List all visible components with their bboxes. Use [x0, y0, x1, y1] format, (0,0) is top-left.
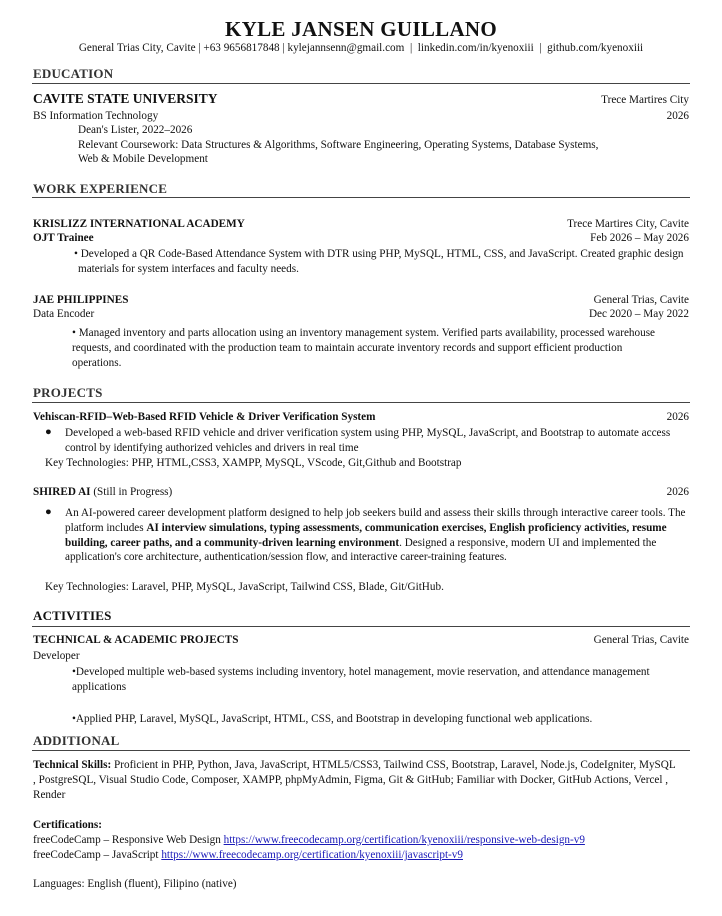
project-description-highlight: AI interview simulations, typing assessments, communication exercises, English proficiency activities, resume building, career paths, and a community-driven learning environment: [65, 521, 667, 549]
contact-separator: |: [279, 42, 288, 54]
contact-email[interactable]: kylejannsenn@gmail.com: [287, 42, 405, 54]
activity-role: Developer: [33, 650, 80, 662]
project-description: [65, 506, 691, 565]
activity-title: TECHNICAL & ACADEMIC PROJECTS: [33, 634, 239, 646]
degree: BS Information Technology: [33, 110, 159, 122]
languages: Languages: English (fluent), Filipino (native): [33, 878, 237, 890]
job-bullet: • Developed a QR Code-Based Attendance System with DTR using PHP, MySQL, HTML, CSS, and JavaScript. Created graphic design materials for system interfaces and faculty needs.: [74, 248, 684, 275]
project-title: Vehiscan-RFID–Web-Based RFID Vehicle & Driver Verification System: [33, 411, 376, 423]
skills-label: Technical Skills:: [33, 759, 112, 771]
coursework-line-2: Web & Mobile Development: [78, 153, 208, 165]
job-location: Trece Martires City, Cavite: [567, 218, 689, 230]
project-title: SHIRED AI: [33, 486, 91, 498]
section-heading-projects: PROJECTS: [33, 385, 103, 400]
contact-separator: |: [404, 42, 418, 54]
contact-linkedin[interactable]: linkedin.com/in/kyenoxiii: [417, 42, 534, 54]
job-role: OJT Trainee: [33, 232, 94, 244]
activity-bullet: •Developed multiple web-based systems including inventory, hotel management, movie reservation, and attendance management applications: [72, 666, 650, 693]
section-divider: [32, 197, 690, 198]
contact-github[interactable]: github.com/kyenoxiii: [547, 42, 644, 54]
resume-name: KYLE JANSEN GUILLANO: [224, 17, 498, 41]
job-role: Data Encoder: [33, 308, 95, 320]
section-divider: [32, 402, 690, 403]
project-status: (Still in Progress): [90, 486, 173, 498]
project-year: 2026: [666, 411, 689, 423]
job-location: General Trias, Cavite: [593, 294, 689, 306]
bullet-dot-icon: ●: [45, 506, 52, 518]
school-location: Trece Martires City: [601, 94, 689, 106]
contact-separator: |: [533, 42, 548, 54]
project-description-text: . Designed a responsive, modern UI and implemented the application's core architecture, authentication/session flow, and interactive career-training features.: [65, 536, 657, 564]
activity-location: General Trias, Cavite: [593, 634, 689, 646]
contact-separator: |: [195, 42, 204, 54]
certification-item: [33, 833, 585, 847]
technical-skills: [33, 758, 677, 802]
section-heading-activities: ACTIVITIES: [33, 608, 112, 623]
project-title-line: [33, 485, 172, 499]
school-name: CAVITE STATE UNIVERSITY: [33, 91, 218, 106]
project-description: Developed a web-based RFID vehicle and driver verification system using PHP, MySQL, JavaScript, and Bootstrap to automate access control by identifying authorized vehicles and drivers in real time: [65, 427, 671, 454]
contact-line: [0, 41, 722, 55]
bullet-dot-icon: ●: [45, 426, 52, 438]
certification-name: freeCodeCamp – Responsive Web Design: [33, 834, 224, 846]
contact-phone: +63 9656817848: [203, 42, 280, 54]
contact-location: General Trias City, Cavite: [78, 42, 196, 54]
activity-bullet: •Applied PHP, Laravel, MySQL, JavaScript, HTML, CSS, and Bootstrap in developing functional web applications.: [72, 713, 593, 725]
certification-item: [33, 848, 463, 862]
certification-link[interactable]: https://www.freecodecamp.org/certification/kyenoxiii/responsive-web-design-v9: [223, 834, 585, 846]
section-divider: [32, 83, 690, 84]
section-divider: [32, 626, 690, 627]
honor: Dean's Lister, 2022–2026: [78, 124, 193, 136]
section-divider: [32, 750, 690, 751]
project-technologies: Key Technologies: Laravel, PHP, MySQL, JavaScript, Tailwind CSS, Blade, Git/GitHub.: [45, 581, 444, 593]
certification-name: freeCodeCamp – JavaScript: [33, 849, 162, 861]
job-dates: Feb 2026 – May 2026: [590, 232, 689, 244]
job-dates: Dec 2020 – May 2022: [588, 308, 689, 320]
job-bullet: • Managed inventory and parts allocation using an inventory management system. Verified parts availability, processed warehouse requests, and coordinated with the production team to maintain accurate inventory records and support efficient production operations.: [72, 327, 656, 369]
project-technologies: Key Technologies: PHP, HTML,CSS3, XAMPP, MySQL, VScode, Git,Github and Bootstrap: [45, 457, 462, 469]
company-name: KRISLIZZ INTERNATIONAL ACADEMY: [33, 218, 245, 230]
section-heading-work: WORK EXPERIENCE: [33, 181, 168, 196]
graduation-year: 2026: [666, 110, 689, 122]
skills-text: Proficient in PHP, Python, Java, JavaScript, HTML5/CSS3, Tailwind CSS, Bootstrap, Laravel, Node.js, CodeIgniter, MySQL , PostgreSQL, Visual Studio Code, Composer, XAMPP, phpMyAdmin, Figma, Git & GitHub; Familiar with Docker, GitHub Actions, Vercel , Render: [33, 759, 676, 801]
project-year: 2026: [666, 486, 689, 498]
certifications-label: Certifications:: [33, 819, 102, 831]
section-heading-additional: ADDITIONAL: [33, 733, 120, 748]
certification-link[interactable]: https://www.freecodecamp.org/certification/kyenoxiii/javascript-v9: [161, 849, 463, 861]
company-name: JAE PHILIPPINES: [33, 294, 129, 306]
section-heading-education: EDUCATION: [33, 66, 114, 81]
coursework-line-1: Relevant Coursework: Data Structures & Algorithms, Software Engineering, Operating Systems, Database Systems,: [78, 139, 599, 151]
project-description-text: An AI-powered career development platform designed to help job seekers build and assess their skills through interactive career tools. The platform includes: [65, 507, 686, 534]
